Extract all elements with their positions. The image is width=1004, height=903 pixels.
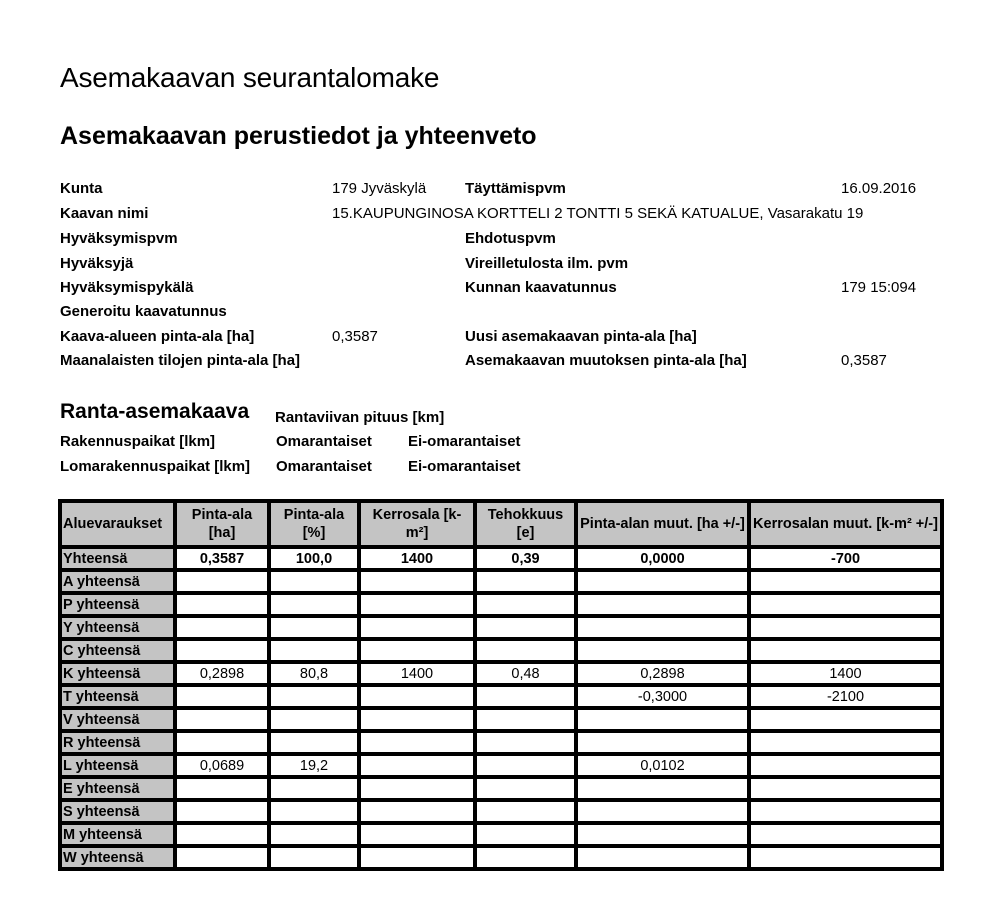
table-cell <box>749 639 942 662</box>
table-cell <box>749 846 942 869</box>
table-cell <box>359 708 475 731</box>
table-cell: 1400 <box>359 547 475 570</box>
table-cell <box>576 616 749 639</box>
table-row <box>60 708 942 731</box>
table-cell <box>359 800 475 823</box>
table-cell <box>475 823 576 846</box>
table-cell <box>269 823 359 846</box>
rakennuspaikat-omarantaiset: Omarantaiset <box>276 433 372 450</box>
table-cell: 19,2 <box>269 754 359 777</box>
kunta-label: Kunta <box>60 180 103 197</box>
table-row-label: W yhteensä <box>60 846 175 869</box>
table-cell <box>475 708 576 731</box>
table-header-cell: Tehokkuus [e] <box>475 501 576 547</box>
table-row-label: Yhteensä <box>60 547 175 570</box>
table-cell <box>175 708 269 731</box>
table-cell <box>359 639 475 662</box>
kaava-alueen-pinta-ala-value: 0,3587 <box>332 328 378 345</box>
table-cell <box>269 777 359 800</box>
table-cell <box>576 731 749 754</box>
table-cell <box>576 800 749 823</box>
table-cell <box>175 731 269 754</box>
table-cell <box>475 800 576 823</box>
table-cell <box>475 754 576 777</box>
table-cell <box>359 846 475 869</box>
table-cell <box>359 731 475 754</box>
table-row-label: T yhteensä <box>60 685 175 708</box>
hyvaksymispykala-label: Hyväksymispykälä <box>60 279 194 296</box>
table-cell <box>269 800 359 823</box>
table-cell <box>269 593 359 616</box>
rakennuspaikat-ei-omarantaiset: Ei-omarantaiset <box>408 433 521 450</box>
table-row-label: E yhteensä <box>60 777 175 800</box>
table-cell <box>359 616 475 639</box>
table-cell <box>475 616 576 639</box>
table-cell: 80,8 <box>269 662 359 685</box>
document-title: Asemakaavan seurantalomake <box>60 62 440 93</box>
kunnan-kaavatunnus-value: 179 15:094 <box>841 279 917 296</box>
table-cell <box>359 570 475 593</box>
table-header-row <box>60 501 942 547</box>
kaava-alueen-pinta-ala-label: Kaava-alueen pinta-ala [ha] <box>60 328 255 345</box>
table-cell <box>175 570 269 593</box>
table-cell <box>269 570 359 593</box>
table-header-cell: Kerrosala [k-m²] <box>359 501 475 547</box>
table-row <box>60 754 942 777</box>
table-cell <box>576 708 749 731</box>
table-cell <box>749 731 942 754</box>
table-cell <box>359 777 475 800</box>
kunta-value: 179 Jyväskylä <box>332 180 427 197</box>
table-row-label: R yhteensä <box>60 731 175 754</box>
table-header-cell: Pinta-ala [ha] <box>175 501 269 547</box>
table-row <box>60 846 942 869</box>
table-row <box>60 662 942 685</box>
table-row <box>60 616 942 639</box>
table-cell <box>475 639 576 662</box>
lomarakennuspaikat-omarantaiset: Omarantaiset <box>276 458 372 475</box>
table-cell <box>175 593 269 616</box>
uusi-pinta-ala-label: Uusi asemakaavan pinta-ala [ha] <box>465 328 697 345</box>
table-cell <box>359 754 475 777</box>
muutoksen-pinta-ala-label: Asemakaavan muutoksen pinta-ala [ha] <box>465 352 747 369</box>
hyvaksymispvm-label: Hyväksymispvm <box>60 230 178 247</box>
table-cell <box>749 754 942 777</box>
table-row-label: S yhteensä <box>60 800 175 823</box>
table-cell <box>749 777 942 800</box>
table-cell <box>269 639 359 662</box>
table-cell <box>175 800 269 823</box>
table-row-label: C yhteensä <box>60 639 175 662</box>
table-cell: -2100 <box>749 685 942 708</box>
table-header-cell: Aluevaraukset <box>60 501 175 547</box>
table-cell <box>475 731 576 754</box>
table-cell <box>749 570 942 593</box>
table-row <box>60 823 942 846</box>
table-cell: 0,48 <box>475 662 576 685</box>
table-cell: 0,2898 <box>576 662 749 685</box>
table-cell: 0,3587 <box>175 547 269 570</box>
table-cell: 1400 <box>749 662 942 685</box>
lomarakennuspaikat-ei-omarantaiset: Ei-omarantaiset <box>408 458 521 475</box>
table-header-cell: Pinta-ala [%] <box>269 501 359 547</box>
table-row <box>60 685 942 708</box>
table-cell <box>269 685 359 708</box>
table-cell: 100,0 <box>269 547 359 570</box>
table-header-cell: Pinta-alan muut. [ha +/-] <box>576 501 749 547</box>
table-cell <box>475 570 576 593</box>
table-cell <box>359 593 475 616</box>
table-row-label: K yhteensä <box>60 662 175 685</box>
table-cell: 1400 <box>359 662 475 685</box>
generoitu-kaavatunnus-label: Generoitu kaavatunnus <box>60 303 227 320</box>
table-cell <box>269 731 359 754</box>
kunnan-kaavatunnus-label: Kunnan kaavatunnus <box>465 279 617 296</box>
table-cell <box>576 593 749 616</box>
table-cell: -0,3000 <box>576 685 749 708</box>
table-row-label: V yhteensä <box>60 708 175 731</box>
ehdotuspvm-label: Ehdotuspvm <box>465 230 556 247</box>
table-row <box>60 593 942 616</box>
table-cell: 0,0689 <box>175 754 269 777</box>
table-row <box>60 639 942 662</box>
ranta-asemakaava-title: Ranta-asemakaava <box>60 400 250 423</box>
table-row <box>60 731 942 754</box>
table-cell <box>749 823 942 846</box>
table-header-cell: Kerrosalan muut. [k-m² +/-] <box>749 501 942 547</box>
table-row-label: M yhteensä <box>60 823 175 846</box>
table-cell <box>576 570 749 593</box>
table-cell <box>576 823 749 846</box>
table-cell: 0,0102 <box>576 754 749 777</box>
table-cell <box>576 639 749 662</box>
hyvaksyja-label: Hyväksyjä <box>60 255 134 272</box>
table-cell <box>269 708 359 731</box>
table-row <box>60 570 942 593</box>
table-cell <box>749 593 942 616</box>
table-cell <box>175 685 269 708</box>
table-cell <box>475 846 576 869</box>
table-cell <box>175 777 269 800</box>
kaavan-nimi-label: Kaavan nimi <box>60 205 149 222</box>
table-cell <box>475 593 576 616</box>
table-row-label: L yhteensä <box>60 754 175 777</box>
table-cell: 0,0000 <box>576 547 749 570</box>
aluevaraukset-table <box>58 499 944 871</box>
muutoksen-pinta-ala-value: 0,3587 <box>841 352 887 369</box>
table-cell <box>269 846 359 869</box>
table-cell <box>175 616 269 639</box>
table-cell <box>576 777 749 800</box>
table-total-row <box>60 547 942 570</box>
table-cell <box>175 846 269 869</box>
table-cell <box>749 616 942 639</box>
table-cell <box>359 823 475 846</box>
table-cell: 0,39 <box>475 547 576 570</box>
table-row <box>60 777 942 800</box>
table-cell: 0,2898 <box>175 662 269 685</box>
table-cell <box>175 639 269 662</box>
table-cell <box>475 685 576 708</box>
table-cell <box>475 777 576 800</box>
table-cell <box>749 708 942 731</box>
table-row-label: Y yhteensä <box>60 616 175 639</box>
tayttamispvm-value: 16.09.2016 <box>841 180 917 197</box>
vireilletulo-label: Vireilletulosta ilm. pvm <box>465 255 629 272</box>
kaavan-nimi-value: 15.KAUPUNGINOSA KORTTELI 2 TONTTI 5 SEKÄ KATUALUE, Vasarakatu 19 <box>332 205 864 222</box>
table-row <box>60 800 942 823</box>
rantaviiva-label: Rantaviivan pituus [km] <box>275 409 445 426</box>
table-cell <box>359 685 475 708</box>
table-cell <box>749 800 942 823</box>
table-cell <box>269 616 359 639</box>
lomarakennuspaikat-label: Lomarakennuspaikat [lkm] <box>60 458 251 475</box>
table-row-label: P yhteensä <box>60 593 175 616</box>
tayttamispvm-label: Täyttämispvm <box>465 180 566 197</box>
table-row-label: A yhteensä <box>60 570 175 593</box>
table-cell <box>175 823 269 846</box>
table-cell <box>576 846 749 869</box>
section-title: Asemakaavan perustiedot ja yhteenveto <box>60 122 537 150</box>
maanalaisten-pinta-ala-label: Maanalaisten tilojen pinta-ala [ha] <box>60 352 301 369</box>
rakennuspaikat-label: Rakennuspaikat [lkm] <box>60 433 216 450</box>
table-cell: -700 <box>749 547 942 570</box>
